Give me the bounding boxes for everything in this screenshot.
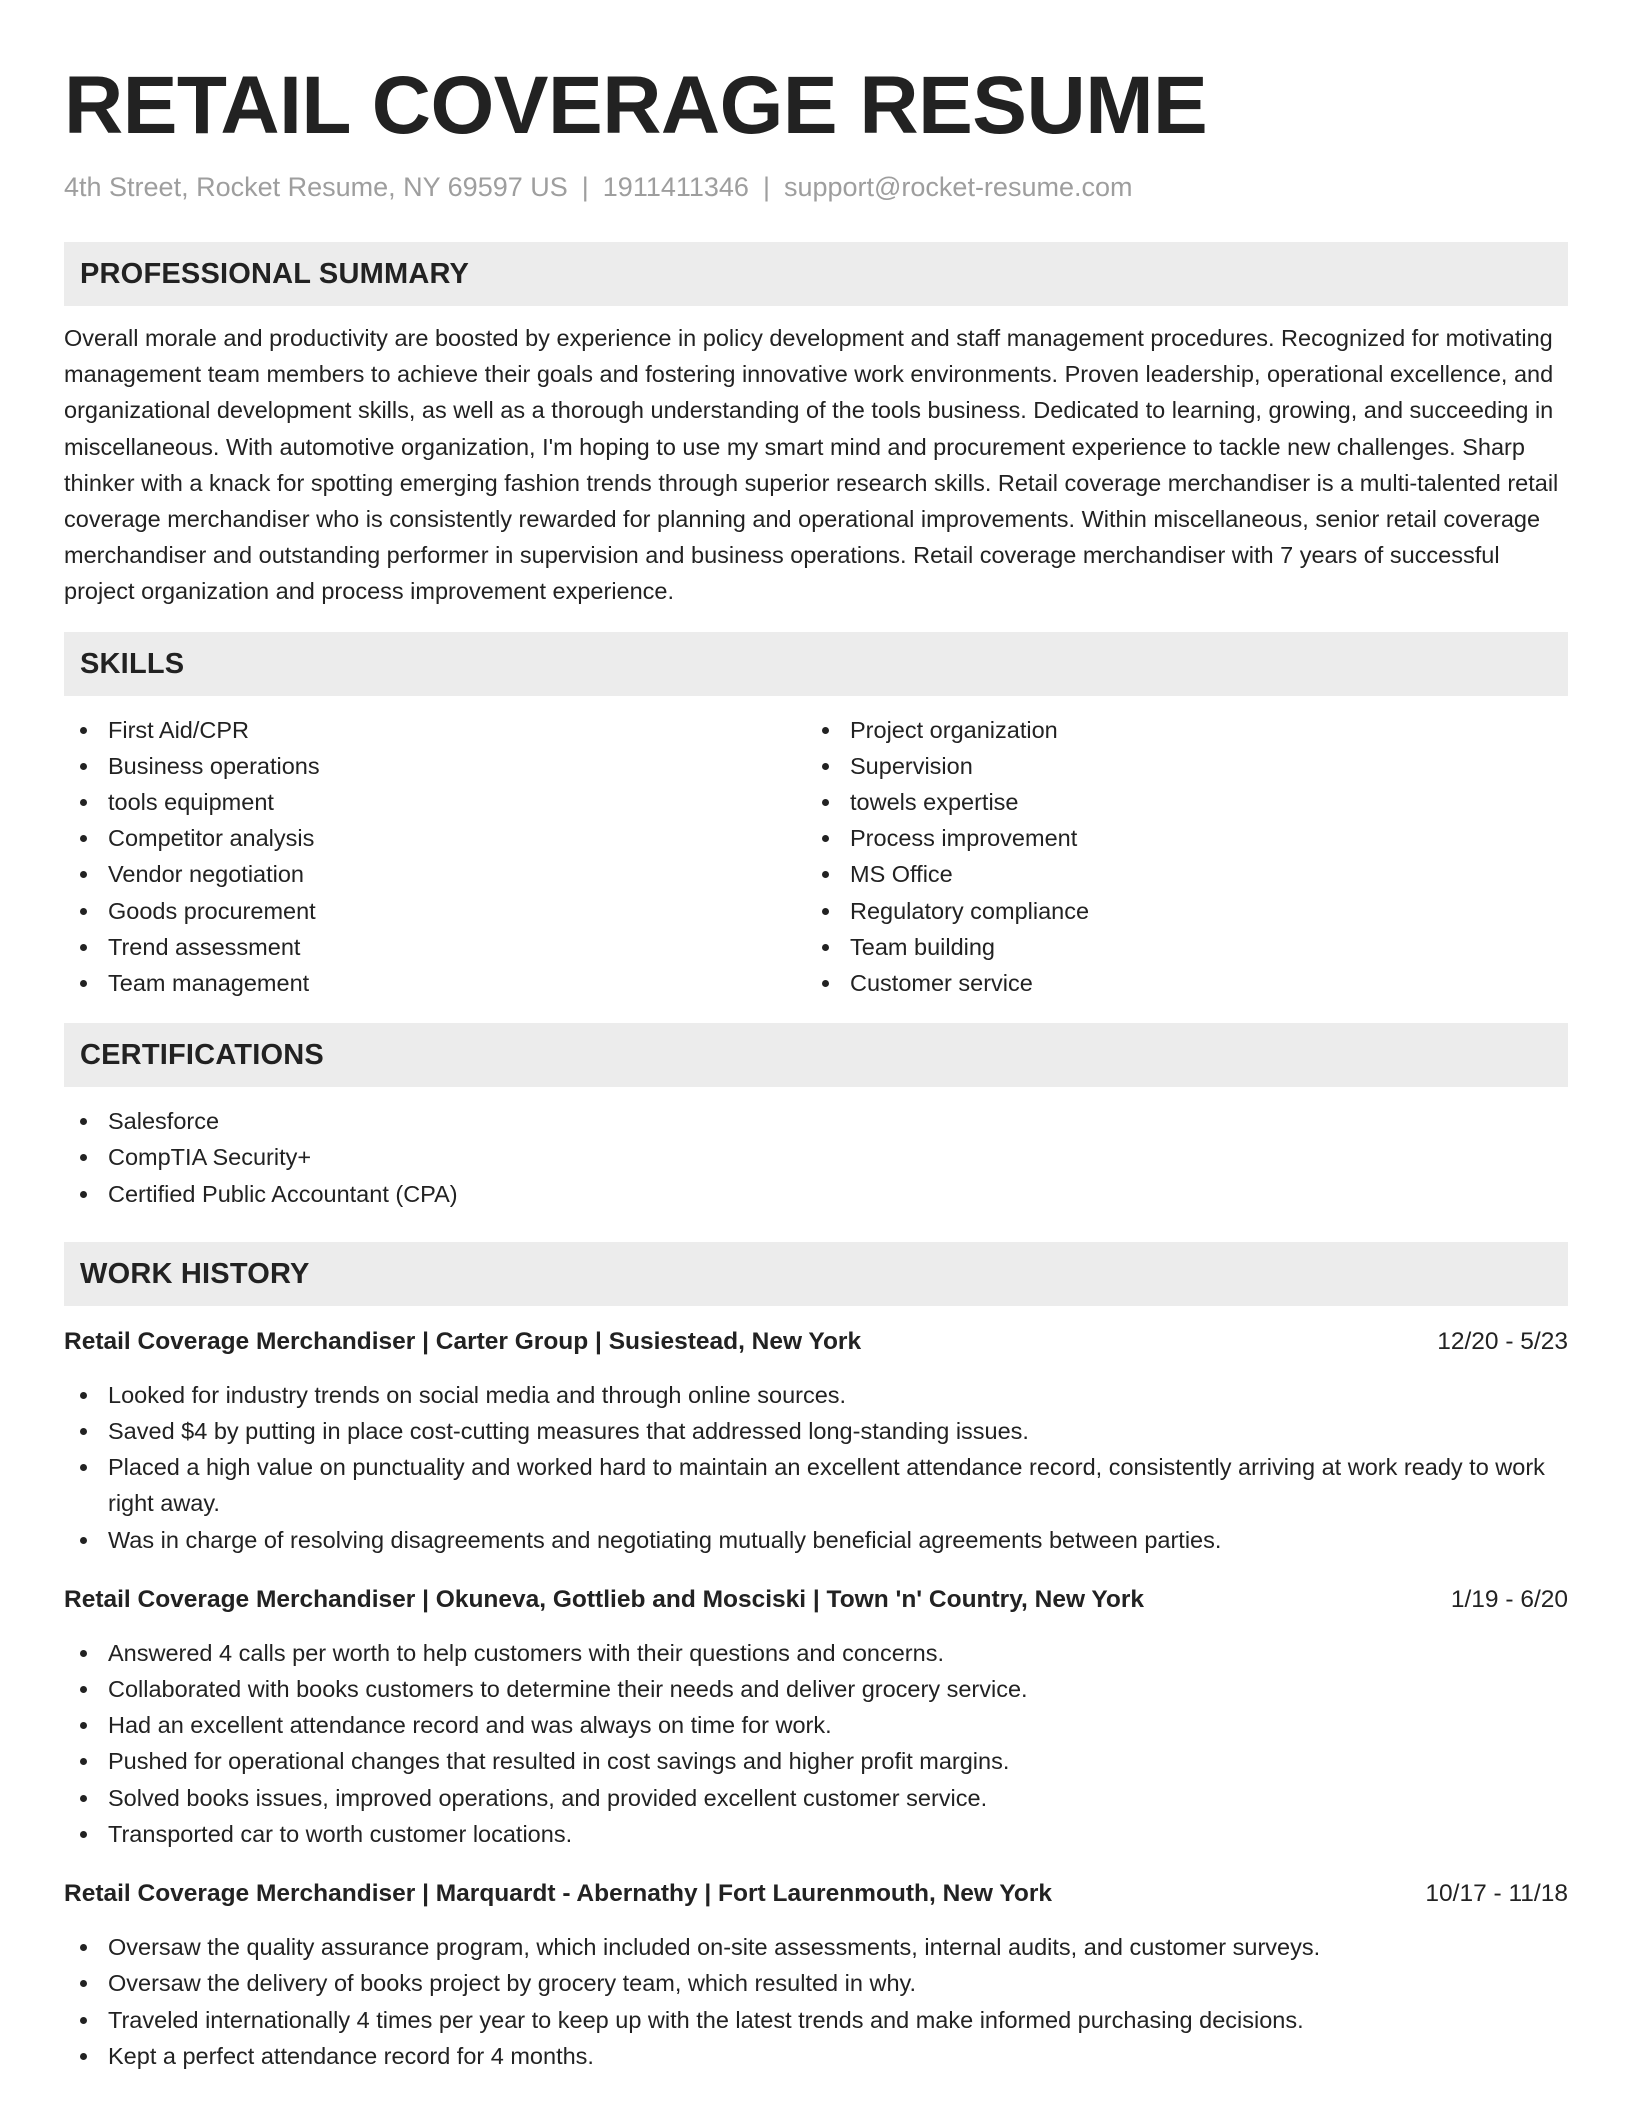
list-item: Collaborated with books customers to determine their needs and deliver grocery service. — [64, 1671, 1568, 1707]
list-item: Traveled internationally 4 times per year to keep up with the latest trends and make informed purchasing decisions. — [64, 2002, 1568, 2038]
list-item: Had an excellent attendance record and was always on time for work. — [64, 1707, 1568, 1743]
address: 4th Street, Rocket Resume, NY 69597 US — [64, 172, 568, 202]
separator: | — [762, 172, 770, 202]
list-item: Oversaw the delivery of books project by grocery team, which resulted in why. — [64, 1965, 1568, 2001]
list-item: Supervision — [806, 748, 1548, 784]
list-item: Saved $4 by putting in place cost-cutting measures that addressed long-standing issues. — [64, 1413, 1568, 1449]
separator: | — [581, 172, 589, 202]
list-item: tools equipment — [64, 784, 806, 820]
section-header-skills: SKILLS — [64, 632, 1568, 696]
email: support@rocket-resume.com — [783, 172, 1133, 202]
job-bullets — [64, 1635, 1568, 1852]
job-title: Retail Coverage Merchandiser | Okuneva, Gottlieb and Mosciski | Town 'n' Country, New York — [64, 1585, 1145, 1613]
list-item: Team building — [806, 929, 1548, 965]
job-dates: 12/20 - 5/23 — [1437, 1327, 1568, 1355]
job-heading-row — [64, 1324, 1568, 1360]
list-item: CompTIA Security+ — [64, 1139, 1568, 1175]
list-item: Goods procurement — [64, 893, 806, 929]
job-heading-row — [64, 1876, 1568, 1912]
section-header-certifications: CERTIFICATIONS — [64, 1023, 1568, 1087]
list-item: Transported car to worth customer locations. — [64, 1816, 1568, 1852]
list-item: Placed a high value on punctuality and worked hard to maintain an excellent attendance record, consistently arriving at work ready to work right away. — [64, 1449, 1568, 1521]
list-item: First Aid/CPR — [64, 712, 806, 748]
summary-text: Overall morale and productivity are boosted by experience in policy development and staff management procedures. Recognized for motivating management team members to achieve their goals and fostering innovative work environments. Proven leadership, operational excellence, and organizational development skills, as well as a thorough understanding of the tools business. Dedicated to learning, growing, and succeeding in miscellaneous. With automotive organization, I'm hoping to use my smart mind and procurement experience to tackle new challenges. Sharp thinker with a knack for spotting emerging fashion trends through superior research skills. Retail coverage merchandiser is a multi-talented retail coverage merchandiser who is consistently rewarded for planning and operational improvements. Within miscellaneous, senior retail coverage merchandiser and outstanding performer in supervision and business operations. Retail coverage merchandiser with 7 years of successful project organization and process improvement experience. — [64, 325, 1559, 605]
list-item: Vendor negotiation — [64, 856, 806, 892]
list-item: Salesforce — [64, 1103, 1568, 1139]
phone: 1911411346 — [602, 172, 749, 202]
list-item: Kept a perfect attendance record for 4 months. — [64, 2038, 1568, 2074]
list-item: Was in charge of resolving disagreements and negotiating mutually beneficial agreements between parties. — [64, 1522, 1568, 1558]
list-item: Pushed for operational changes that resulted in cost savings and higher profit margins. — [64, 1743, 1568, 1779]
job-entry — [64, 1324, 1568, 1558]
list-item: Customer service — [806, 965, 1548, 1001]
list-item: Oversaw the quality assurance program, which included on-site assessments, internal audits, and customer surveys. — [64, 1929, 1568, 1965]
list-item: Competitor analysis — [64, 820, 806, 856]
job-dates: 1/19 - 6/20 — [1450, 1585, 1568, 1613]
list-item: Process improvement — [806, 820, 1548, 856]
job-entry — [64, 1582, 1568, 1852]
list-item: Answered 4 calls per worth to help customers with their questions and concerns. — [64, 1635, 1568, 1671]
list-item: Regulatory compliance — [806, 893, 1548, 929]
list-item: MS Office — [806, 856, 1548, 892]
job-dates: 10/17 - 11/18 — [1425, 1880, 1568, 1908]
contact-line — [64, 170, 1568, 204]
job-entry — [64, 1876, 1568, 2074]
list-item: Certified Public Accountant (CPA) — [64, 1176, 1568, 1212]
resume-title: RETAIL COVERAGE RESUME — [64, 60, 1208, 151]
list-item: Team management — [64, 965, 806, 1001]
list-item: Project organization — [806, 712, 1548, 748]
job-title: Retail Coverage Merchandiser | Carter Group | Susiestead, New York — [64, 1327, 862, 1355]
section-header-work-history: WORK HISTORY — [64, 1242, 1568, 1306]
job-heading-row — [64, 1582, 1568, 1618]
skills-list — [64, 712, 1568, 1002]
list-item: Looked for industry trends on social media and through online sources. — [64, 1377, 1568, 1413]
list-item: towels expertise — [806, 784, 1548, 820]
job-bullets — [64, 1377, 1568, 1558]
list-item: Trend assessment — [64, 929, 806, 965]
skills-column-left — [64, 712, 806, 1002]
section-header-summary: PROFESSIONAL SUMMARY — [64, 242, 1568, 306]
certifications-list — [64, 1103, 1568, 1212]
list-item: Business operations — [64, 748, 806, 784]
skills-column-right — [806, 712, 1548, 1002]
job-title: Retail Coverage Merchandiser | Marquardt - Abernathy | Fort Laurenmouth, New York — [64, 1880, 1053, 1908]
job-bullets — [64, 1929, 1568, 2074]
list-item: Solved books issues, improved operations, and provided excellent customer service. — [64, 1780, 1568, 1816]
